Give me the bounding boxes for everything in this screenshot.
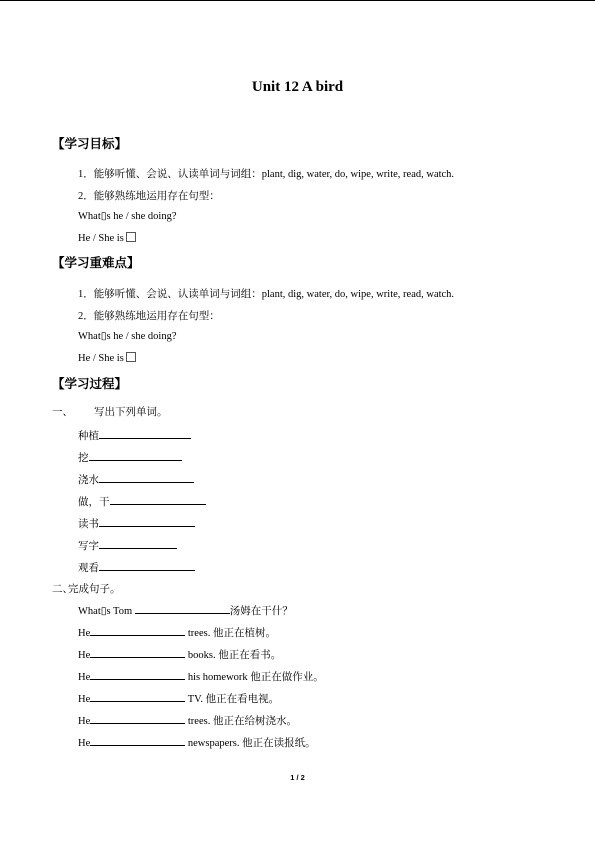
goal-answer-text: He / She is (78, 233, 124, 244)
sentence-blank[interactable] (90, 647, 185, 658)
sentence-blank[interactable] (135, 603, 230, 614)
word-row (78, 516, 195, 531)
word-row (78, 428, 191, 443)
keypoint-item-2: 2．能够熟练地运用存在句型： (78, 311, 220, 322)
keypoint-answer-text: He / She is (78, 353, 124, 364)
page-number: 1 / 2 (290, 773, 305, 782)
word-prompt: 写字 (78, 541, 99, 552)
word-prompt: 读书 (78, 519, 99, 530)
part2-label: 完成句子。 (68, 584, 121, 595)
word-row (78, 560, 195, 575)
part2-number: 二、 (52, 584, 73, 595)
sentence-prefix: He (78, 628, 91, 639)
goal-item-2: 2．能够熟练地运用存在句型： (78, 191, 220, 202)
sentence-row (78, 625, 276, 640)
document-title: Unit 12 A bird (251, 79, 344, 95)
part1-number: 一、 (52, 407, 73, 418)
word-blank[interactable] (99, 428, 191, 439)
word-blank[interactable] (110, 494, 206, 505)
goal-question: What▯s he / she doing? (78, 211, 177, 222)
sentence-row (78, 647, 281, 662)
page-top-rule (0, 0, 595, 1)
placeholder-box-icon (126, 352, 136, 362)
heading-key-points: 【学习重难点】 (52, 255, 140, 270)
part1-label: 写出下列单词。 (94, 407, 168, 418)
keypoint-question: What▯s he / she doing? (78, 331, 177, 342)
placeholder-box-icon (126, 232, 136, 242)
sentence-blank[interactable] (90, 625, 185, 636)
sentence-prefix: He (78, 650, 91, 661)
sentence-row (78, 669, 324, 684)
word-blank[interactable] (99, 516, 195, 527)
sentence-suffix: his homework 他正在做作业。 (187, 672, 324, 683)
word-blank[interactable] (89, 450, 182, 461)
sentence-prefix: He (78, 694, 91, 705)
sentence-row (78, 691, 279, 706)
sentence-suffix: trees. 他正在给树浇水。 (187, 716, 297, 727)
sentence-blank[interactable] (90, 735, 185, 746)
sentence-suffix: 汤姆在干什？ (229, 606, 293, 617)
sentence-row (78, 735, 316, 750)
word-row (78, 472, 194, 487)
word-row (78, 494, 206, 509)
word-prompt: 做，干 (78, 497, 110, 508)
word-prompt: 种植 (78, 431, 99, 442)
sentence-prefix: What▯s Tom (78, 606, 133, 617)
sentence-suffix: newspapers. 他正在读报纸。 (187, 738, 316, 749)
sentence-prefix: He (78, 672, 91, 683)
sentence-blank[interactable] (90, 691, 185, 702)
word-blank[interactable] (99, 472, 194, 483)
goal-item-1: 1．能够听懂、会说、认读单词与词组：plant, dig, water, do, wipe, write, read, watch. (78, 169, 455, 180)
sentence-prefix: He (78, 738, 91, 749)
sentence-prefix: He (78, 716, 91, 727)
sentence-blank[interactable] (90, 669, 185, 680)
heading-learning-process: 【学习过程】 (52, 376, 128, 391)
keypoint-answer (78, 352, 136, 364)
word-prompt: 挖 (78, 453, 89, 464)
word-prompt: 观看 (78, 563, 99, 574)
sentence-blank[interactable] (90, 713, 185, 724)
sentence-suffix: books. 他正在看书。 (187, 650, 282, 661)
keypoint-item-1: 1．能够听懂、会说、认读单词与词组：plant, dig, water, do, wipe, write, read, watch. (78, 289, 455, 300)
sentence-suffix: trees. 他正在植树。 (187, 628, 276, 639)
word-blank[interactable] (99, 538, 177, 549)
goal-answer (78, 232, 136, 244)
word-row (78, 450, 182, 465)
sentence-suffix: TV. 他正在看电视。 (187, 694, 280, 705)
sentence-row (78, 713, 297, 728)
word-blank[interactable] (99, 560, 195, 571)
sentence-row (78, 603, 293, 618)
word-row (78, 538, 177, 553)
word-prompt: 浇水 (78, 475, 99, 486)
heading-learning-goals: 【学习目标】 (52, 136, 128, 151)
